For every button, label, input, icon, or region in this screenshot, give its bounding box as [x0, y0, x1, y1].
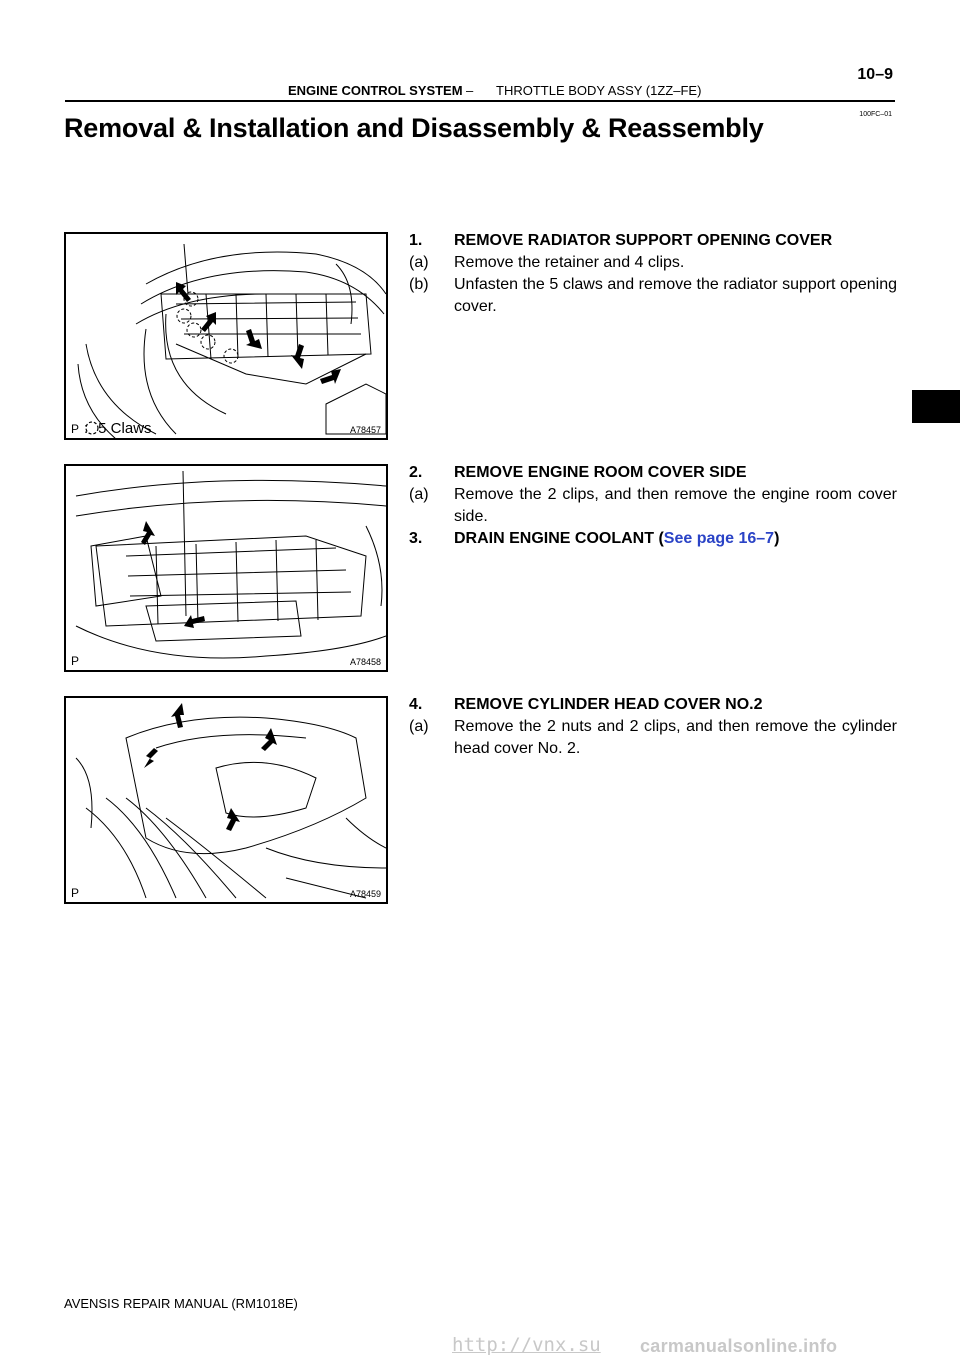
step-title: REMOVE CYLINDER HEAD COVER NO.2 — [454, 696, 763, 713]
figure-id: A78458 — [349, 657, 381, 667]
thumb-index-tab — [912, 390, 960, 423]
step-3 — [409, 528, 897, 550]
footer-manual-name: AVENSIS REPAIR MANUAL (RM1018E) — [64, 1296, 298, 1311]
figure-radiator-support-cover — [64, 232, 388, 440]
header-subsection: THROTTLE BODY ASSY (1ZZ–FE) — [496, 83, 702, 98]
step-2 — [409, 462, 897, 550]
figure-id: A78459 — [349, 889, 381, 899]
substep-label: (a) — [409, 254, 429, 271]
figure-letter: P — [71, 422, 80, 436]
page-title: Removal & Installation and Disassembly & Reassembly — [64, 113, 764, 143]
header-rule — [65, 100, 895, 102]
engine-bay-illustration-2 — [66, 466, 388, 672]
step-number: 4. — [409, 696, 423, 713]
doc-code: 100FC–01 — [859, 111, 892, 118]
step-title: REMOVE ENGINE ROOM COVER SIDE — [454, 464, 747, 481]
figure-legend: : 5 Claws — [84, 420, 152, 437]
substep-text: Remove the retainer and 4 clips. — [454, 254, 685, 271]
dashed-circle-icon — [84, 420, 100, 436]
substep-label: (a) — [409, 718, 429, 735]
step-number: 3. — [409, 530, 423, 547]
see-page-link[interactable]: See page 16–7 — [663, 530, 775, 547]
step-title: REMOVE RADIATOR SUPPORT OPENING COVER — [454, 232, 833, 249]
figure-engine-room-cover-side — [64, 464, 388, 672]
step-1 — [409, 230, 897, 318]
engine-bay-illustration-3 — [66, 698, 388, 904]
step-title: DRAIN ENGINE COOLANT ( — [454, 530, 664, 547]
figure-letter: P — [71, 886, 80, 900]
figure-letter: P — [71, 654, 80, 668]
substep-text: Remove the 2 nuts and 2 clips, and then remove the cylinder head cover No. 2. — [454, 718, 897, 757]
step-number: 1. — [409, 232, 423, 249]
header-separator: – — [466, 83, 474, 98]
figure-id: A78457 — [349, 425, 381, 435]
page-number: 10–9 — [857, 66, 893, 83]
substep-label: (b) — [409, 276, 429, 293]
step-title-end: ) — [774, 530, 780, 547]
step-4 — [409, 694, 897, 760]
figure-cylinder-head-cover — [64, 696, 388, 904]
header-section: ENGINE CONTROL SYSTEM — [288, 83, 463, 98]
substep-label: (a) — [409, 486, 429, 503]
watermark-carmanuals: carmanualsonline.info — [640, 1336, 838, 1356]
figure-legend-label: 5 Claws — [98, 420, 152, 437]
substep-text: Remove the 2 clips, and then remove the engine room cover side. — [454, 486, 897, 525]
substep-text: Unfasten the 5 claws and remove the radiator support opening cover. — [454, 276, 897, 315]
engine-bay-illustration-1 — [66, 234, 388, 440]
step-number: 2. — [409, 464, 423, 481]
watermark-vnx[interactable]: http://vnx.su — [452, 1334, 601, 1356]
